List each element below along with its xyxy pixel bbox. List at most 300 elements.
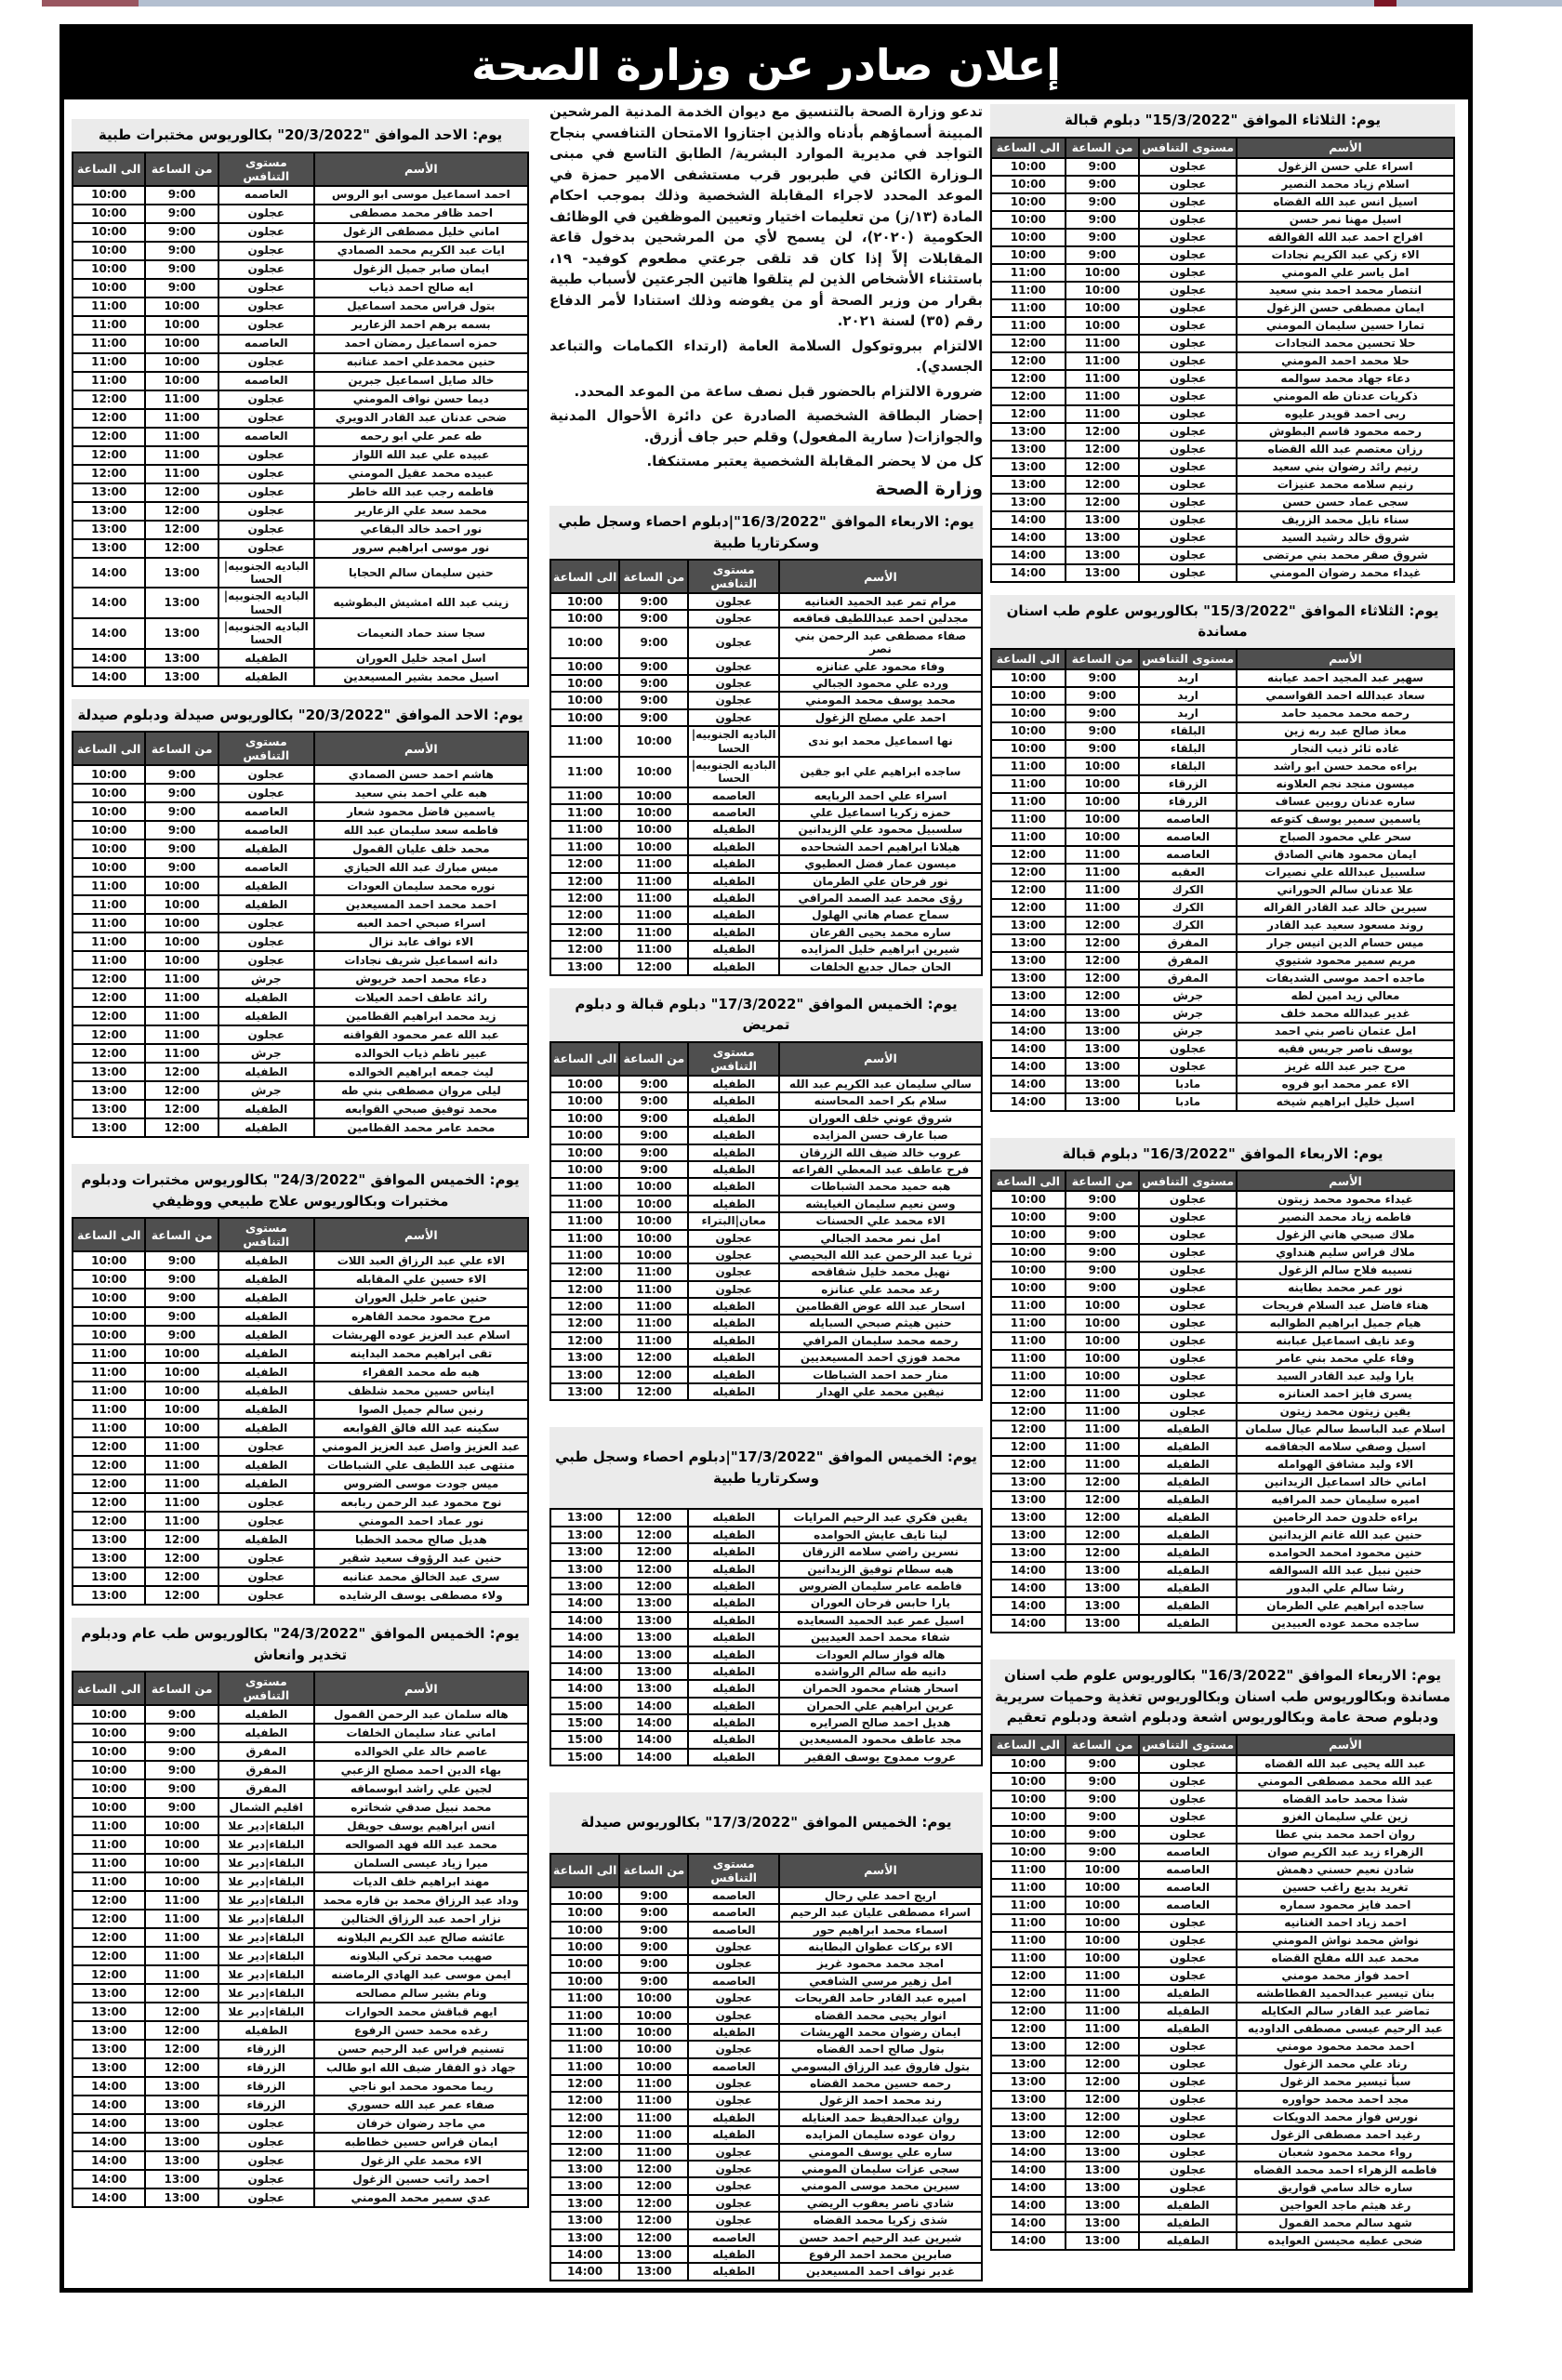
cell-level: الطفيله [688, 873, 778, 890]
cell-level: العاصمه [688, 2229, 778, 2246]
cell-to: 10:00 [550, 1092, 619, 1109]
cell-level: الطفيله [218, 1474, 314, 1493]
cell-level: الطفيله [688, 1629, 778, 1646]
table-header-row [991, 649, 1454, 669]
table-row [991, 1005, 1454, 1023]
cell-level: عجلون [218, 1512, 314, 1530]
cell-name: شروق عوني خلف العوران [779, 1110, 982, 1127]
cell-from: 10:00 [145, 914, 218, 932]
top-edge-strip [0, 0, 1562, 7]
cell-name: محمد عبد الله مفلح القضاه [1237, 1950, 1454, 1967]
cell-to: 12:00 [991, 1967, 1066, 1985]
cell-level: عجلون [1139, 423, 1237, 441]
cell-to: 10:00 [73, 279, 145, 298]
cell-name: فاطمه الزهراء احمد محمد القضاه [1237, 2162, 1454, 2179]
cell-name: يسرى فايز احمد العنانزه [1237, 1385, 1454, 1403]
cell-to: 10:00 [73, 1798, 145, 1817]
cell-name: سجا سند حماد النعيمات [314, 618, 528, 649]
table-row [991, 1544, 1454, 1562]
cell-name: عبد الرحيم عيسى مصطفى الداوديه [1237, 2020, 1454, 2038]
cell-level: الطفيله [218, 1270, 314, 1289]
cell-to: 10:00 [991, 669, 1066, 687]
cell-name: الاء عمر محمد ابو فروه [1237, 1076, 1454, 1093]
cell-to: 12:00 [991, 864, 1066, 881]
cell-level: عجلون [1139, 388, 1237, 405]
cell-name: غاده ثائر ذيب النجار [1237, 740, 1454, 758]
cell-name: سكينه عبد الله فالق القوابعه [314, 1419, 528, 1437]
table-row [991, 899, 1454, 917]
cell-level: الطفيله [688, 1561, 778, 1578]
cell-from: 11:00 [1066, 2020, 1140, 2038]
table-header-row [991, 138, 1454, 158]
cell-to: 11:00 [73, 1817, 145, 1835]
cell-level: جرش [218, 970, 314, 988]
cell-level: العاصمه [688, 1904, 778, 1921]
table-row [991, 2126, 1454, 2144]
cell-from: 12:00 [1066, 1491, 1140, 1509]
cell-from: 10:00 [145, 1419, 218, 1437]
table-row [550, 2007, 982, 2024]
cell-from: 9:00 [619, 658, 688, 675]
cell-to: 11:00 [991, 1861, 1066, 1879]
table-row [991, 511, 1454, 529]
cell-name: اسحار هشام محمود الحمران [779, 1680, 982, 1697]
cell-to: 11:00 [991, 758, 1066, 775]
intro-paragraph-2: الالتزام ببروتوكول السلامة العامة (ارتداء الكمامات والتباعد الجسدي). [549, 337, 983, 375]
section-title: يوم: الثلاثاء الموافق "15/3/2022" بكالوريوس علوم طب اسنان مساندة [990, 595, 1455, 648]
cell-level: الطفيله [218, 1705, 314, 1724]
cell-name: سالي سليمان عبد الكريم عبد الله [779, 1076, 982, 1092]
cell-to: 11:00 [550, 1247, 619, 1263]
cell-level: عجلون [1139, 1209, 1237, 1226]
cell-from: 12:00 [1066, 441, 1140, 458]
cell-from: 9:00 [619, 628, 688, 658]
cell-level: عجلون [1139, 2126, 1237, 2144]
header-to: الى الساعة [550, 1854, 619, 1887]
cell-name: انتصار محمد احمد بني سعيد [1237, 282, 1454, 299]
cell-name: تغريد بديع راغب حسين [1237, 1879, 1454, 1897]
table-row [73, 1965, 528, 1984]
table-row [991, 1474, 1454, 1491]
cell-from: 9:00 [145, 840, 218, 858]
cell-level: عجلون [1139, 1826, 1237, 1844]
table-row [991, 1421, 1454, 1438]
table-row [550, 1887, 982, 1904]
cell-from: 11:00 [1066, 1967, 1140, 1985]
header-from: من الساعة [619, 1854, 688, 1887]
cell-level: عجلون [1139, 1755, 1237, 1773]
cell-name: ريما محمود محمد ابو ناجي [314, 2077, 528, 2096]
cell-to: 12:00 [550, 873, 619, 890]
cell-from: 9:00 [145, 205, 218, 223]
cell-from: 11:00 [145, 465, 218, 483]
cell-level: عجلون [218, 2188, 314, 2207]
cell-to: 13:00 [991, 2073, 1066, 2091]
cell-from: 9:00 [1066, 1755, 1140, 1773]
cell-from: 9:00 [1066, 1844, 1140, 1861]
cell-level: عجلون [1139, 1403, 1237, 1421]
cell-name: اسراء علي احمد الربايعه [779, 787, 982, 804]
cell-to: 11:00 [991, 1315, 1066, 1332]
cell-name: دانه اسماعيل شريف نجادات [314, 951, 528, 970]
cell-level: الطفيله [218, 1400, 314, 1419]
cell-from: 11:00 [1066, 1456, 1140, 1474]
cell-from: 12:00 [1066, 423, 1140, 441]
cell-to: 13:00 [73, 1984, 145, 2003]
cell-level: الباديه الجنوبيه|الحسا [218, 618, 314, 649]
cell-to: 11:00 [73, 895, 145, 914]
cell-to: 12:00 [550, 1298, 619, 1315]
cell-from: 12:00 [1066, 952, 1140, 970]
table-row [991, 846, 1454, 864]
cell-to: 12:00 [73, 1474, 145, 1493]
table-row [550, 1680, 982, 1697]
cell-from: 9:00 [619, 1161, 688, 1178]
header-from: من الساعة [1066, 649, 1140, 669]
table-row [991, 1861, 1454, 1879]
cell-from: 13:00 [619, 1680, 688, 1697]
cell-level: العاصمه [218, 428, 314, 446]
cell-level: عجلون [688, 1281, 778, 1298]
cell-to: 11:00 [73, 1854, 145, 1872]
table-row [73, 1363, 528, 1382]
cell-level: عجلون [1139, 1315, 1237, 1332]
table-row [991, 2162, 1454, 2179]
cell-from: 13:00 [1066, 1005, 1140, 1023]
cell-to: 11:00 [991, 1368, 1066, 1385]
cell-level: الطفيله [218, 1344, 314, 1363]
cell-name: امل نمر محمد الجبالي [779, 1230, 982, 1247]
cell-name: محمد يوسف محمد المومني [779, 692, 982, 708]
cell-level: العاصمه [218, 821, 314, 840]
cell-to: 12:00 [991, 1438, 1066, 1456]
cell-from: 12:00 [619, 1383, 688, 1400]
table-row [550, 1698, 982, 1714]
table-row [73, 802, 528, 821]
cell-from: 10:00 [145, 353, 218, 372]
cell-to: 11:00 [73, 932, 145, 951]
cell-to: 11:00 [550, 839, 619, 855]
table-row [73, 558, 528, 588]
cell-to: 11:00 [991, 828, 1066, 846]
table-row [550, 1561, 982, 1578]
cell-level: الطفيله [1139, 1615, 1237, 1633]
table-row [550, 757, 982, 787]
cell-name: سعاد عبدالله احمد القواسمي [1237, 687, 1454, 705]
cell-to: 10:00 [991, 176, 1066, 193]
table-row [991, 494, 1454, 511]
cell-name: سيرين محمد موسى المومني [779, 2177, 982, 2194]
cell-from: 9:00 [619, 1110, 688, 1127]
table-row [991, 2056, 1454, 2073]
cell-name: احمد فواز محمد مومني [1237, 1967, 1454, 1985]
cell-name: بتول صالح احمد القضاه [779, 2041, 982, 2057]
table-row [550, 1955, 982, 1972]
cell-name: امل ياسر علي المومني [1237, 264, 1454, 282]
cell-name: حنين هيثم صبحي السبايله [779, 1315, 982, 1331]
cell-name: ايمن موسى عبد الهادي الرماضنه [314, 1965, 528, 1984]
cell-level: المفرق [218, 1742, 314, 1761]
cell-level: الطفيله [688, 839, 778, 855]
cell-to: 11:00 [73, 877, 145, 895]
cell-name: ساره خالد سامي قواريق [1237, 2179, 1454, 2197]
cell-level: عجلون [1139, 246, 1237, 264]
table-row [991, 441, 1454, 458]
cell-name: ياسمين سمير يوسف كتوعه [1237, 811, 1454, 828]
cell-level: العاصمه [1139, 846, 1237, 864]
schedule-table [549, 1853, 983, 2281]
cell-name: عاصم خالد علي الخوالده [314, 1742, 528, 1761]
cell-name: لجين علي راشد ابوسماقه [314, 1779, 528, 1798]
cell-from: 10:00 [145, 316, 218, 335]
cell-from: 10:00 [619, 839, 688, 855]
cell-level: عجلون [218, 1025, 314, 1044]
cell-to: 12:00 [550, 1315, 619, 1331]
cell-name: اميره سليمان حمد المرافيه [1237, 1491, 1454, 1509]
cell-from: 9:00 [1066, 246, 1140, 264]
cell-from: 13:00 [619, 1646, 688, 1663]
cell-name: ميسون منجد نجم العلاونه [1237, 775, 1454, 793]
table-row [73, 521, 528, 539]
cell-to: 10:00 [991, 1808, 1066, 1826]
cell-to: 13:00 [73, 521, 145, 539]
cell-name: شروق صقر محمد بني مرتضى [1237, 547, 1454, 564]
cell-level: عجلون [1139, 458, 1237, 476]
table-header-row [73, 1672, 528, 1705]
cell-to: 13:00 [73, 1586, 145, 1605]
cell-to: 13:00 [73, 539, 145, 558]
cell-level: الطفيله [688, 959, 778, 975]
cell-from: 9:00 [145, 858, 218, 877]
cell-from: 13:00 [1066, 2144, 1140, 2162]
cell-to: 13:00 [550, 1367, 619, 1383]
cell-name: فاطمه سعد سليمان عبد الله [314, 821, 528, 840]
cell-from: 13:00 [145, 588, 218, 618]
cell-level: عجلون [1139, 1950, 1237, 1967]
cell-name: رحمه محمد سليمان المرافي [779, 1332, 982, 1349]
cell-from: 12:00 [145, 1100, 218, 1118]
cell-level: عجلون [218, 205, 314, 223]
cell-from: 11:00 [145, 390, 218, 409]
cell-level: عجلون [1139, 264, 1237, 282]
cell-from: 9:00 [619, 1955, 688, 1972]
cell-level: الطفيله [218, 2021, 314, 2040]
cell-level: الطفيله [688, 1731, 778, 1748]
cell-to: 13:00 [991, 934, 1066, 952]
cell-level: الطفيله [688, 2109, 778, 2126]
table-header-row [73, 152, 528, 186]
cell-level: البلقاء|دير علا [218, 1984, 314, 2003]
table-row [73, 1512, 528, 1530]
table-row [73, 2096, 528, 2114]
cell-from: 13:00 [1066, 564, 1140, 582]
intro-text [549, 101, 983, 502]
cell-name: هبه طه محمد الفقراء [314, 1363, 528, 1382]
cell-level: عجلون [1139, 1191, 1237, 1209]
cell-from: 11:00 [1066, 2003, 1140, 2020]
cell-to: 11:00 [991, 811, 1066, 828]
cell-to: 14:00 [991, 2232, 1066, 2250]
cell-from: 11:00 [145, 1910, 218, 1928]
cell-level: عجلون [1139, 2038, 1237, 2056]
table-row [991, 970, 1454, 987]
cell-from: 10:00 [619, 2041, 688, 2057]
cell-name: غيداء محمد رضوان المومني [1237, 564, 1454, 582]
section-title: يوم: الخميس الموافق "24/3/2022" بكالوريوس مختبرات ودبلوم مختبرات وبكالوريوس علاج طبيعي ووظيفي [72, 1164, 529, 1217]
cell-to: 10:00 [991, 1262, 1066, 1279]
cell-name: يقين فكري عبد الرحيم المرايات [779, 1509, 982, 1526]
cell-to: 11:00 [550, 1990, 619, 2006]
schedule-section-middle-1 [549, 506, 983, 976]
cell-to: 13:00 [73, 1530, 145, 1549]
table-row [550, 890, 982, 906]
cell-to: 12:00 [991, 405, 1066, 423]
announcement-banner [64, 29, 1468, 99]
cell-level: عجلون [688, 1990, 778, 2006]
cell-level: الزرقاء [1139, 775, 1237, 793]
cell-to: 14:00 [991, 1615, 1066, 1633]
cell-from: 11:00 [1066, 370, 1140, 388]
schedule-table [72, 1217, 529, 1606]
cell-to: 12:00 [73, 988, 145, 1007]
header-level: مستوى التنافس [1139, 1735, 1237, 1755]
cell-from: 9:00 [145, 1251, 218, 1270]
cell-level: الطفيله [688, 890, 778, 906]
cell-from: 12:00 [145, 1081, 218, 1100]
cell-from: 13:00 [1066, 2179, 1140, 2197]
cell-level: العاصمه [1139, 1844, 1237, 1861]
cell-from: 10:00 [1066, 299, 1140, 317]
cell-level: عجلون [218, 2114, 314, 2133]
cell-to: 14:00 [73, 2096, 145, 2114]
cell-name: نور فرحان علي الطرمان [779, 873, 982, 890]
cell-name: تماضر عبد القادر سالم العكايله [1237, 2003, 1454, 2020]
cell-to: 14:00 [73, 2188, 145, 2207]
cell-level: عجلون [1139, 547, 1237, 564]
cell-to: 12:00 [991, 1385, 1066, 1403]
cell-from: 13:00 [145, 668, 218, 686]
cell-to: 13:00 [550, 959, 619, 975]
cell-name: علا عدنان سالم الحوراني [1237, 881, 1454, 899]
cell-name: ميرا زياد عيسى السلمان [314, 1854, 528, 1872]
cell-from: 11:00 [619, 2126, 688, 2143]
cell-name: اسيل خليل ابراهيم شيخه [1237, 1093, 1454, 1111]
cell-level: جرش [1139, 987, 1237, 1005]
cell-name: امجد محمد محمود غريز [779, 1955, 982, 1972]
table-row [73, 335, 528, 353]
cell-from: 11:00 [145, 428, 218, 446]
header-from: من الساعة [145, 1672, 218, 1705]
table-row [991, 1985, 1454, 2003]
table-row [991, 423, 1454, 441]
cell-level: عجلون [1139, 1226, 1237, 1244]
cell-name: هيام جميل ابراهيم الطوالبه [1237, 1315, 1454, 1332]
cell-level: عجلون [218, 1437, 314, 1456]
cell-name: ايمان فراس حسين خطاطبه [314, 2133, 528, 2151]
cell-from: 11:00 [145, 1007, 218, 1025]
table-row [991, 388, 1454, 405]
cell-name: ملاك صبحي هاني الزغول [1237, 1226, 1454, 1244]
cell-name: عبيده علي عبد الله اللواز [314, 446, 528, 465]
cell-to: 14:00 [550, 1594, 619, 1611]
table-row [73, 840, 528, 858]
cell-level: البلقاء|دير علا [218, 1928, 314, 1947]
cell-from: 13:00 [145, 2077, 218, 2096]
cell-name: يارا حابس فرحان العوران [779, 1594, 982, 1611]
cell-level: عجلون [218, 914, 314, 932]
cell-name: هناء فاضل عبد السلام فريحات [1237, 1297, 1454, 1315]
cell-to: 12:00 [991, 388, 1066, 405]
cell-to: 10:00 [991, 1279, 1066, 1297]
table-row [73, 932, 528, 951]
cell-name: ميس جودت موسى الضروس [314, 1474, 528, 1493]
table-row [550, 1161, 982, 1178]
table-row [73, 390, 528, 409]
cell-from: 12:00 [1066, 2126, 1140, 2144]
cell-from: 11:00 [145, 1474, 218, 1493]
cell-level: عجلون [688, 2092, 778, 2109]
cell-from: 9:00 [619, 610, 688, 627]
table-row [550, 941, 982, 958]
section-title: يوم: الثلاثاء الموافق "15/3/2022" دبلوم قبالة [990, 104, 1455, 137]
cell-level: الزرقاء [1139, 793, 1237, 811]
cell-level: الباديه الجنوبيه|الحسا [218, 558, 314, 588]
cell-to: 13:00 [73, 2040, 145, 2058]
table-row [991, 2073, 1454, 2091]
cell-from: 11:00 [145, 446, 218, 465]
cell-from: 10:00 [145, 1872, 218, 1891]
cell-name: مريم سمير محمود شتيوي [1237, 952, 1454, 970]
cell-from: 12:00 [145, 1549, 218, 1567]
table-row [991, 1244, 1454, 1262]
cell-level: عجلون [688, 2007, 778, 2024]
cell-level: عجلون [688, 1263, 778, 1280]
cell-to: 13:00 [73, 1567, 145, 1586]
cell-level: الطفيله [218, 1530, 314, 1549]
cell-from: 10:00 [145, 877, 218, 895]
table-row [73, 1910, 528, 1928]
cell-level: عجلون [218, 465, 314, 483]
cell-to: 10:00 [991, 229, 1066, 246]
cell-level: عجلون [218, 1586, 314, 1605]
cell-name: نيفين محمد علي الهدار [779, 1383, 982, 1400]
cell-to: 11:00 [73, 1872, 145, 1891]
cell-name: اريج احمد علي رحال [779, 1887, 982, 1904]
cell-to: 13:00 [991, 1474, 1066, 1491]
cell-to: 11:00 [991, 1879, 1066, 1897]
table-row [991, 2003, 1454, 2020]
table-row [991, 1562, 1454, 1580]
table-row [550, 2092, 982, 2109]
table-row [550, 2075, 982, 2092]
cell-from: 9:00 [1066, 1826, 1140, 1844]
cell-name: سجى عزات سليمان المومني [779, 2161, 982, 2177]
cell-name: الاء محمد علي الزغول [314, 2151, 528, 2170]
cell-name: براءه خلدون حمد الرخامين [1237, 1509, 1454, 1527]
table-row [73, 205, 528, 223]
table-row [991, 1897, 1454, 1914]
cell-from: 12:00 [145, 521, 218, 539]
cell-level: الطفيله [688, 1509, 778, 1526]
cell-to: 10:00 [991, 1191, 1066, 1209]
cell-from: 13:00 [619, 1594, 688, 1611]
cell-to: 14:00 [73, 618, 145, 649]
cell-from: 11:00 [619, 1332, 688, 1349]
cell-level: عجلون [218, 2133, 314, 2151]
cell-level: عجلون [1139, 2144, 1237, 2162]
table-row [73, 1456, 528, 1474]
cell-from: 11:00 [145, 1512, 218, 1530]
